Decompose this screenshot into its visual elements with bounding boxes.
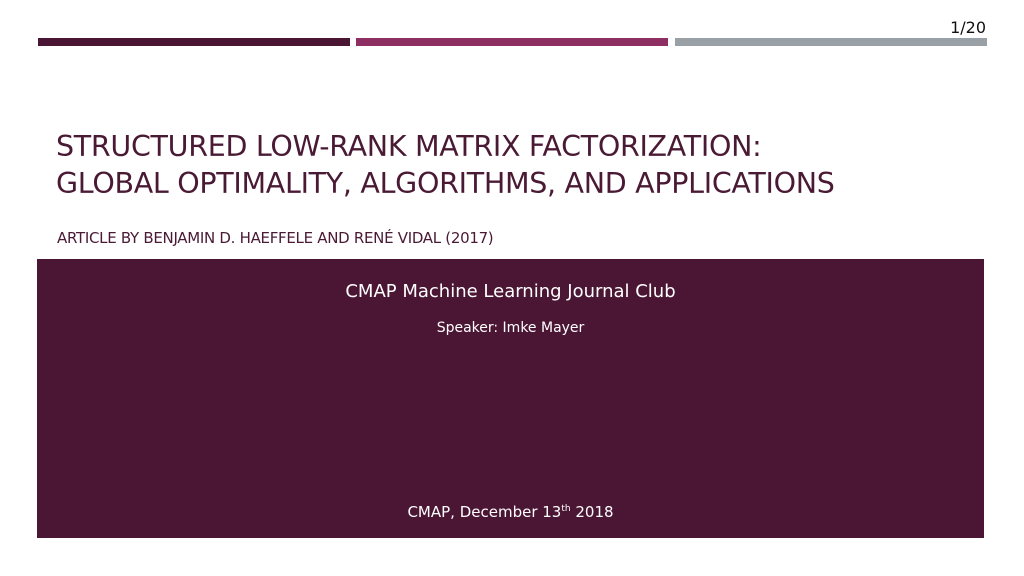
date-year: 2018: [570, 503, 614, 521]
date-line: [37, 503, 984, 521]
slide-subtitle: ARTICLE BY BENJAMIN D. HAEFFELE AND RENÉ VIDAL (2017): [57, 229, 494, 247]
slide-title: [56, 128, 976, 202]
date-prefix: CMAP, December 13: [407, 503, 562, 521]
accent-bar-magenta: [356, 38, 668, 46]
accent-bar-dark: [38, 38, 350, 46]
accent-bars: [38, 38, 987, 46]
accent-bar-gray: [675, 38, 987, 46]
title-line-1: STRUCTURED LOW-RANK MATRIX FACTORIZATION:: [56, 130, 762, 163]
content-panel: [37, 259, 984, 538]
title-line-2: GLOBAL OPTIMALITY, ALGORITHMS, AND APPLICATIONS: [56, 167, 835, 200]
page-number: 1/20: [950, 18, 986, 37]
event-name: CMAP Machine Learning Journal Club: [345, 281, 676, 302]
date-ordinal: th: [561, 504, 571, 514]
speaker-line: Speaker: Imke Mayer: [436, 320, 585, 336]
